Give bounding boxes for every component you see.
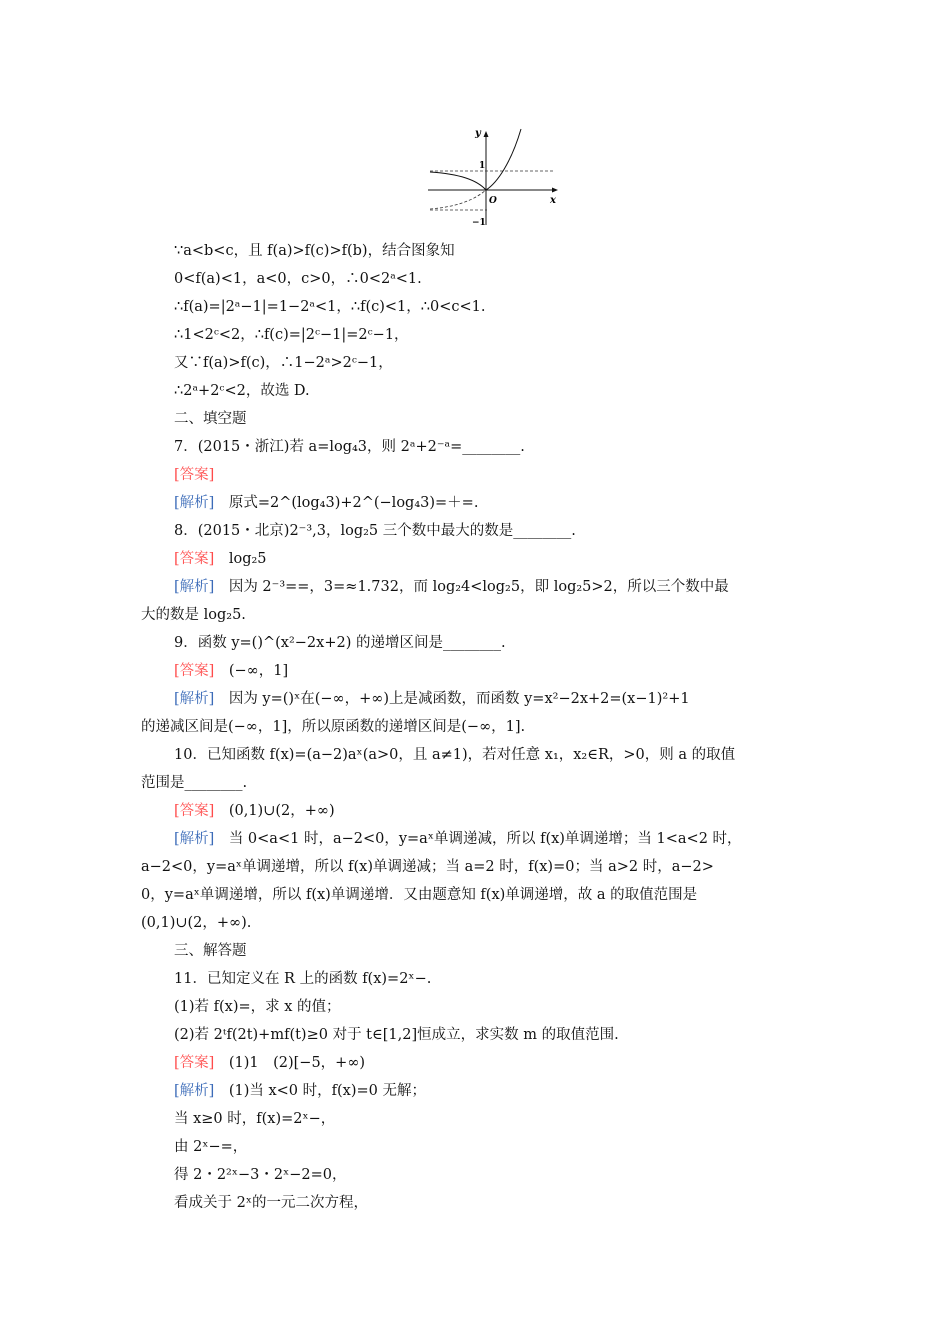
question-11: 11．已知定义在 R 上的函数 f(x)=2ˣ−. xyxy=(174,971,432,987)
text-line: ∴f(a)=|2ᵃ−1|=1−2ᵃ<1，∴f(c)<1，∴0<c<1. xyxy=(174,299,486,315)
question-8: 8．(2015・北京)2⁻³,3，log₂5 三个数中最大的数是________. xyxy=(174,523,576,539)
y-axis-label: y xyxy=(475,128,481,139)
question-10: 10．已知函数 f(x)=(a−2)aˣ(a>0，且 a≠1)，若对任意 x₁，x₂∈R，>0，则 a 的取值 xyxy=(174,747,736,763)
text-line: ∵a<b<c，且 f(a)>f(c)>f(b)，结合图象知 xyxy=(174,243,455,259)
y-axis-arrow xyxy=(484,131,489,137)
text-line: (2)若 2ᵗf(2t)+mf(t)≥0 对于 t∈[1,2]恒成立，求实数 m 的取值范围. xyxy=(174,1027,619,1043)
answer-line: [答案] (0,1)∪(2，+∞) xyxy=(174,803,335,819)
answer-line: [答案] (1)1 (2)[−5，+∞) xyxy=(174,1055,366,1071)
answer-label: [答案] xyxy=(174,663,215,679)
answer-label: [答案] xyxy=(174,467,215,483)
section-heading: 三、解答题 xyxy=(174,943,247,959)
question-7: 7．(2015・浙江)若 a=log₄3，则 2ᵃ+2⁻ᵃ=________. xyxy=(174,439,525,455)
analysis-label: [解析] xyxy=(174,495,215,511)
analysis-line: [解析] 当 0<a<1 时，a−2<0，y=aˣ单调递减，所以 f(x)单调递增；当 1<a<2 时， xyxy=(174,831,742,847)
text-line: ∴1<2ᶜ<2，∴f(c)=|2ᶜ−1|=2ᶜ−1， xyxy=(174,327,409,343)
text-line: ∴2ᵃ+2ᶜ<2，故选 D. xyxy=(174,383,310,399)
tick-label-1: 1 xyxy=(479,161,486,171)
text-line: (1)若 f(x)=，求 x 的值； xyxy=(174,999,341,1015)
analysis-line: [解析] 因为 y=()ˣ在(−∞，+∞)上是减函数，而函数 y=x²−2x+2=(x−1)²+1 xyxy=(174,691,690,707)
answer-label: [答案] xyxy=(174,1055,215,1071)
answer-tag xyxy=(174,465,214,485)
analysis-line: [解析] 因为 2⁻³==，3=≈1.732，而 log₂4<log₂5，即 log₂5>2，所以三个数中最 xyxy=(174,579,729,595)
exponential-graph-figure xyxy=(425,127,560,227)
answer-label: [答案] xyxy=(174,803,215,819)
text-line: 又∵f(a)>f(c)，∴1−2ᵃ>2ᶜ−1， xyxy=(174,355,393,371)
analysis-label: [解析] xyxy=(174,691,215,707)
text-line: 0，y=aˣ单调递增，所以 f(x)单调递增．又由题意知 f(x)单调递增，故 a 的取值范围是 xyxy=(141,887,698,903)
x-axis-label: x xyxy=(550,195,556,206)
answer-label: [答案] xyxy=(174,551,215,567)
analysis-line: [解析] (1)当 x<0 时，f(x)=0 无解； xyxy=(174,1083,426,1099)
analysis-label: [解析] xyxy=(174,831,215,847)
text-line: 0<f(a)<1，a<0，c>0，∴0<2ᵃ<1. xyxy=(174,271,422,287)
text-line: 看成关于 2ˣ的一元二次方程， xyxy=(174,1195,368,1211)
analysis-label: [解析] xyxy=(174,1083,215,1099)
text-line: 由 2ˣ−=， xyxy=(174,1139,248,1155)
answer-line: [答案] log₂5 xyxy=(174,551,267,567)
section-heading: 二、填空题 xyxy=(174,411,247,427)
question-9: 9．函数 y=()^(x²−2x+2) 的递增区间是________. xyxy=(174,635,506,651)
text-line: 范围是________. xyxy=(141,775,248,791)
text-line: (0,1)∪(2，+∞). xyxy=(141,915,252,931)
text-line: 的递减区间是(−∞，1]，所以原函数的递增区间是(−∞，1]. xyxy=(141,719,526,735)
dashed-exponential-curve xyxy=(430,190,486,209)
text-line: 大的数是 log₂5. xyxy=(141,607,246,623)
analysis-line: [解析] 原式=2^(log₄3)+2^(−log₄3)=＋=. xyxy=(174,495,479,511)
tick-label-neg1: −1 xyxy=(472,218,486,227)
origin-label: O xyxy=(489,196,497,206)
x-axis-arrow xyxy=(552,188,558,193)
answer-line: [答案] (−∞，1] xyxy=(174,663,289,679)
text-line: a−2<0，y=aˣ单调递增，所以 f(x)单调递减；当 a=2 时，f(x)=0；当 a>2 时，a−2> xyxy=(141,859,714,875)
text-line: 当 x≥0 时，f(x)=2ˣ−， xyxy=(174,1111,336,1127)
text-line: 得 2・2²ˣ−3・2ˣ−2=0， xyxy=(174,1167,347,1183)
analysis-label: [解析] xyxy=(174,579,215,595)
